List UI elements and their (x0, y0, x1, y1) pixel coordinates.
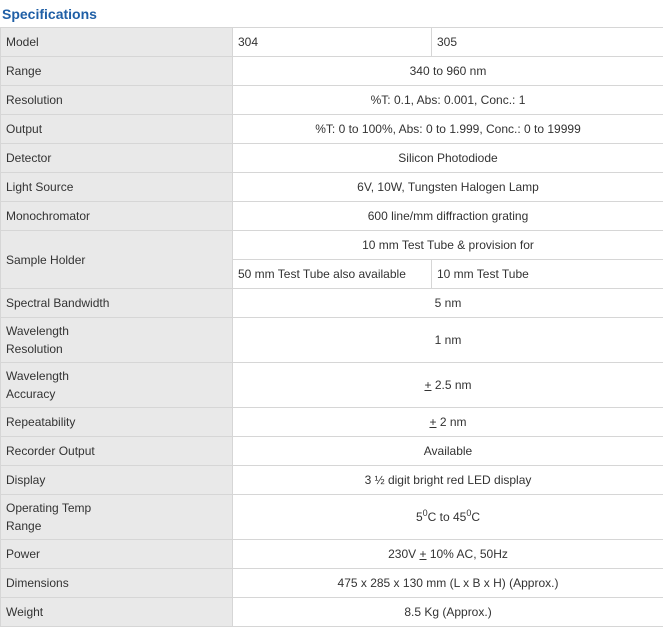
specifications-table (0, 27, 663, 627)
spec-value: 1 nm (233, 318, 663, 363)
spec-value: %T: 0 to 100%, Abs: 0 to 1.999, Conc.: 0 to 19999 (233, 115, 663, 144)
spec-value: Available (233, 437, 663, 466)
table-row (1, 408, 663, 437)
label-line: Operating Temp (6, 501, 92, 515)
spec-label: Spectral Bandwidth (1, 289, 233, 318)
spec-label: Model (1, 28, 233, 57)
label-line: Resolution (6, 342, 63, 356)
table-row (1, 144, 663, 173)
spec-label: Sample Holder (1, 231, 233, 289)
spec-label: Range (1, 57, 233, 86)
spec-label (1, 318, 233, 363)
spec-value (233, 363, 663, 408)
spec-label: Dimensions (1, 569, 233, 598)
table-row (1, 231, 663, 260)
spec-value: 6V, 10W, Tungsten Halogen Lamp (233, 173, 663, 202)
degree-sup: 0 (466, 508, 472, 518)
spec-value: %T: 0.1, Abs: 0.001, Conc.: 1 (233, 86, 663, 115)
table-row (1, 495, 663, 540)
table-row (1, 86, 663, 115)
value-text: 10% AC, 50Hz (426, 547, 508, 561)
sample-holder-common-value: 10 mm Test Tube & provision for (233, 231, 663, 260)
value-text: 2.5 nm (431, 378, 472, 392)
temp-mid: C to 45 (427, 510, 467, 524)
section-header (0, 0, 663, 27)
temp-unit: C (471, 510, 481, 524)
spec-label: Recorder Output (1, 437, 233, 466)
degree-sup: 0 (422, 508, 428, 518)
table-row (1, 202, 663, 231)
table-row (1, 466, 663, 495)
spec-label: Monochromator (1, 202, 233, 231)
spec-label: Repeatability (1, 408, 233, 437)
label-line: Range (6, 519, 42, 533)
table-row (1, 569, 663, 598)
section-title: Specifications (2, 6, 97, 22)
spec-value (233, 540, 663, 569)
spec-label: Resolution (1, 86, 233, 115)
table-row (1, 363, 663, 408)
spec-label: Detector (1, 144, 233, 173)
spec-value: Silicon Photodiode (233, 144, 663, 173)
model-304-value: 304 (233, 28, 432, 57)
spec-value: 475 x 285 x 130 mm (L x B x H) (Approx.) (233, 569, 663, 598)
spec-value (233, 408, 663, 437)
table-row (1, 173, 663, 202)
value-text: 230V (388, 547, 420, 561)
table-row (1, 57, 663, 86)
table-row (1, 318, 663, 363)
spec-value: 3 ½ digit bright red LED display (233, 466, 663, 495)
spec-value: 5 nm (233, 289, 663, 318)
table-row (1, 289, 663, 318)
plus-minus-symbol: + (419, 547, 427, 561)
table-row (1, 437, 663, 466)
table-row (1, 28, 663, 57)
label-line: Accuracy (6, 387, 56, 401)
temp-low: 5 (415, 510, 423, 524)
spec-label (1, 363, 233, 408)
spec-value: 600 line/mm diffraction grating (233, 202, 663, 231)
table-row (1, 598, 663, 627)
spec-label: Output (1, 115, 233, 144)
plus-minus-symbol: + (424, 378, 432, 392)
table-row (1, 540, 663, 569)
spec-value (233, 495, 663, 540)
label-line: Wavelength (6, 369, 69, 383)
spec-label: Weight (1, 598, 233, 627)
sample-holder-304-value: 50 mm Test Tube also available (233, 260, 432, 289)
spec-value: 8.5 Kg (Approx.) (233, 598, 663, 627)
spec-label: Light Source (1, 173, 233, 202)
spec-value: 340 to 960 nm (233, 57, 663, 86)
spec-label (1, 495, 233, 540)
label-line: Wavelength (6, 324, 69, 338)
spec-label: Display (1, 466, 233, 495)
table-row (1, 115, 663, 144)
sample-holder-305-value: 10 mm Test Tube (432, 260, 663, 289)
plus-minus-symbol: + (429, 415, 437, 429)
model-305-value: 305 (432, 28, 663, 57)
spec-label: Power (1, 540, 233, 569)
value-text: 2 nm (436, 415, 467, 429)
